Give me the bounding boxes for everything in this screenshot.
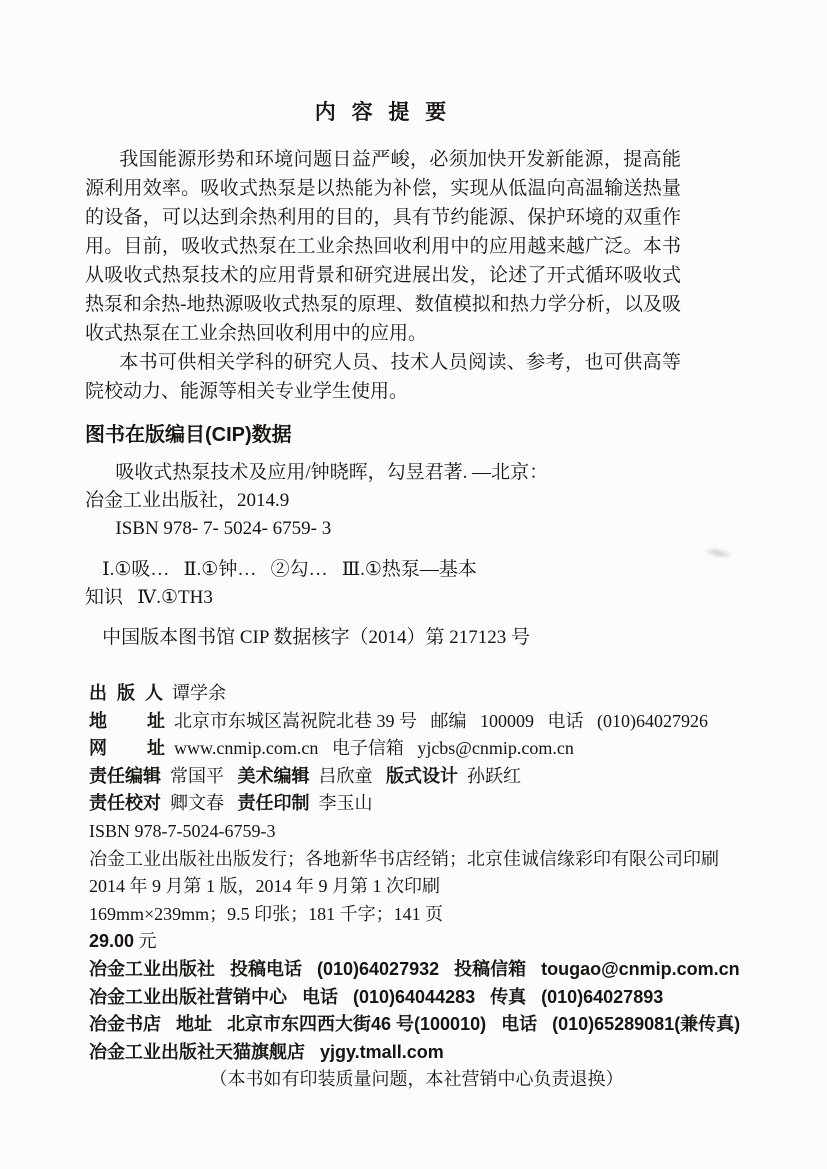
colophon-label: 地 址 (89, 710, 166, 731)
colophon-line-address (89, 708, 744, 736)
summary-paragraph-2: 本书可供相关学科的研究人员、技术人员阅读、参考，也可供高等院校动力、能源等相关专业学生使用。 (85, 352, 681, 402)
colophon-label: 29.00 (89, 931, 135, 952)
cip-classification-line-2: 知识 Ⅳ.①TH3 (85, 587, 213, 608)
colophon-line-format (89, 901, 744, 929)
colophon-value: 169mm×239mm；9.5 印张；181 千字；141 页 (89, 903, 444, 924)
colophon-label: 网 址 (89, 738, 166, 759)
colophon-value: 谭学余 (163, 683, 227, 703)
cip-classification-line-1: Ⅰ.①吸… Ⅱ.①钟… ②勾… Ⅲ.①热泵—基本 (102, 559, 477, 580)
colophon-line-submission (89, 956, 744, 984)
cip-record-number-line: 中国版本图书馆 CIP 数据核字（2014）第 217123 号 (102, 627, 530, 648)
colophon-label: 版式设计 (386, 765, 458, 786)
colophon-line-price (89, 928, 744, 956)
colophon-line-marketing (89, 984, 744, 1012)
cip-title-line: 吸收式热泵技术及应用/钟晓晖，勾昱君著. —北京： (115, 462, 549, 483)
scan-smudge-artifact (702, 545, 733, 561)
cip-isbn-line: ISBN 978- 7- 5024- 6759- 3 (115, 518, 332, 539)
colophon-label: 冶金工业出版社营销中心 电话 (010)64044283 传真 (010)64027893 (89, 986, 664, 1007)
colophon-label: 责任印制 (237, 793, 310, 814)
colophon-line-distribution (89, 846, 744, 874)
colophon-value: 常国平 (161, 765, 238, 786)
colophon-value: 冶金工业出版社出版发行；各地新华书店经销；北京佳诚信缘彩印有限公司印刷 (89, 848, 719, 869)
colophon-line-return-notice (89, 1066, 744, 1094)
colophon-label: 责任校对 (89, 793, 161, 814)
colophon-value: 元 (134, 931, 157, 952)
content-summary-title: 内 容 提 要 (314, 101, 452, 124)
colophon-line-editors (89, 763, 744, 791)
colophon-value: 吕欣童 (309, 765, 386, 786)
colophon-line-proofread (89, 790, 744, 818)
colophon-value: 2014 年 9 月第 1 版，2014 年 9 月第 1 次印刷 (89, 876, 440, 897)
summary-paragraph-1: 我国能源形势和环境问题日益严峻，必须加快开发新能源，提高能源利用效率。吸收式热泵是以热能为补偿，实现从低温向高温输送热量的设备，可以达到余热利用的目的，具有节约能源、保护环境的双重作用。目前，吸收式热泵在工业余热回收利用中的应用越来越广泛。本书从吸收式热泵技术的应用背景和研究进展出发，论述了开式循环吸收式热泵和余热-地热源吸收式热泵的原理、数值模拟和热力学分析，以及吸收式热泵在工业余热回收利用中的应用。 (85, 149, 681, 344)
colophon-value: ISBN 978-7-5024-6759-3 (89, 820, 276, 841)
cip-data-section (85, 418, 685, 652)
colophon-label: 冶金书店 地址 北京市东四西大街46 号(100010) 电话 (010)65289081(兼传真) (89, 1014, 741, 1035)
colophon-value: 李玉山 (309, 793, 373, 814)
colophon-label: 责任编辑 (89, 765, 161, 786)
content-summary-section (85, 96, 681, 406)
colophon-line-bookstore (89, 1011, 744, 1039)
colophon-label: 冶金工业出版社 投稿电话 (010)64027932 投稿信箱 tougao@cnmip.com.cn (89, 958, 740, 979)
colophon-value: （本书如有印装质量问题，本社营销中心负责退换） (209, 1069, 624, 1090)
colophon-label: 美术编辑 (237, 765, 310, 786)
cip-publisher-line: 冶金工业出版社，2014.9 (85, 490, 290, 511)
colophon-value: 孙跃红 (458, 765, 521, 786)
colophon-line-isbn (89, 818, 744, 846)
colophon-value: 北京市东城区嵩祝院北巷 39 号 邮编 100009 电话 (010)64027926 (165, 710, 709, 731)
colophon-line-website (89, 735, 744, 763)
colophon-line-publisher-person (89, 680, 744, 708)
colophon-value: www.cnmip.com.cn 电子信箱 yjcbs@cnmip.com.cn (165, 738, 574, 759)
colophon-label: 出 版 人 (89, 683, 164, 703)
cip-heading: 图书在版编目(CIP)数据 (85, 424, 292, 446)
colophon-value: 卿文春 (161, 793, 238, 814)
colophon-label: 冶金工业出版社天猫旗舰店 yjgy.tmall.com (89, 1041, 444, 1062)
colophon-section (89, 680, 744, 1094)
colophon-line-tmall (89, 1039, 744, 1067)
colophon-line-edition (89, 873, 744, 901)
